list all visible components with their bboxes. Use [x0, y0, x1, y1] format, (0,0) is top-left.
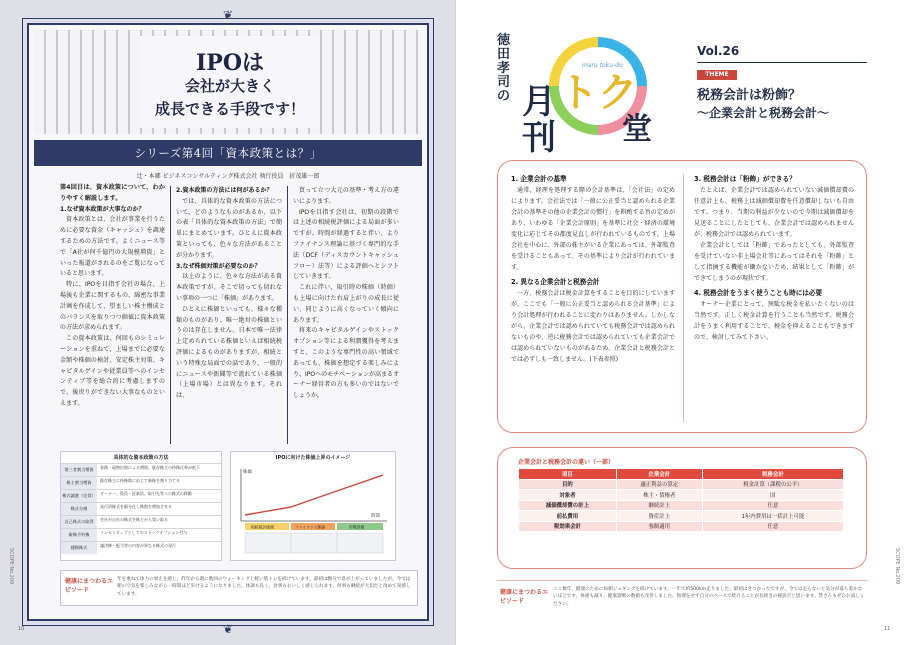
paragraph: 特に、IPOを目指す会社の場合、上場後も企業に関するもの、綿密な事業計画を作成して、望ましい株主構成とのバランスを取りつつ価値に資本政策の方法が求められます。 [60, 281, 165, 332]
paragraph: オーナー企業にとって、無駄な税金を払いたくないのは当然です。正しく税金計算を行うことも当然です。税務会計をうまく利用することで、税金を抑えることもできますので、検討してみて下さい。 [694, 301, 854, 341]
figure-row-key: 株式譲渡（売買） [61, 490, 97, 502]
table-row [519, 511, 844, 522]
table-cell: 適正利益の算定 [616, 479, 702, 490]
figure-row-value: オーナー、役員・従業員、取引先等への株式の移動 [100, 491, 192, 496]
figure-row-value: 金銭・現物出資による増資。既存株主の持株比率が低下 [100, 465, 200, 470]
side-magazine-label: SCOPE No.209 [8, 548, 14, 585]
table-row [519, 479, 844, 490]
table-header-cell: 企業会計 [616, 469, 702, 480]
table-cell: 税金計算（課税の公平） [702, 479, 843, 490]
comparison-table [518, 468, 844, 532]
hero-title-line1: IPOは [196, 50, 264, 76]
figure-capital-policy-table [60, 451, 222, 561]
theme-tag-badge: THEME [697, 70, 737, 80]
figure-row-key: 株主割当増資 [61, 477, 97, 489]
episode-label: 健康にまつわるエピソード [500, 589, 549, 605]
figure-row-value: 議決権・配当等の内容が異なる株式の発行 [100, 543, 176, 548]
logo-roman-text: maru toku-do [582, 62, 623, 69]
paragraph: 通常、経理を処理する際の会計基準は、「会社法」の定めによります。会社法では「一般に公正妥当と認められる企業会計の基準その他の企業会計の慣行」を斟酌する旨の定めがあり、いわゆる「企業会計原則」を基準に社会・経済の環境変化に応じてその都度見直しが行われているものです。上場会社を中心に、外部の株主がいる企業にあっては、外部監査を受けることもあって、その基準により会計が行われています。 [511, 187, 675, 271]
table-cell: 減価償却費の計上 [519, 500, 617, 511]
paragraph: 資本政策とは、会社が事業を行うために必要な資金（キャッシュ）を調達するための方法です。よくニュース等で「A社が何千億円の大規模増資」といった報道がされるのをご覧になっていると思います。 [60, 216, 165, 278]
episode-text: 年を重ねて体力の衰えを感じ、昨年から週に数回のウォーキングと軽い筋トレを続けています。最初は数分で息が上がっていましたが、今では朝の空気を楽しみながら一時間ほど歩けるようになりました。体調も良く、食事もおいしく感じられます。何事も継続が大切だと改めて実感しています。 [117, 577, 411, 597]
logo-char-getsu: 月 [522, 82, 556, 122]
figure-row-key: 自己株式の取得 [61, 516, 97, 528]
ornament-top-icon: ❦ [222, 8, 234, 22]
table-cell: 株主・債権者 [616, 490, 702, 501]
section-heading-1: 1. 企業会計の基準 [511, 175, 567, 183]
figure-row [61, 541, 221, 554]
paragraph: 企業会計としては「粉飾」であったとしても、外部監査を受けていない非上場会社等にあってはそれを「粉飾」として指摘する機能が働かないため、結果として「粉飾」ができてしまうのが現状です。 [694, 242, 854, 282]
theme-subtitle: 〜企業会計と税務会計〜 [697, 106, 830, 120]
table-row [519, 490, 844, 501]
paragraph: この資本政策は、何回ものシミュレーションを重ねて、上場までに必要な金額や株価の検討、安定株主対策、キャピタルゲインや従業員等へのインセンティブ等を総合的に考慮しますので、後戻りができない大事なものといえます。 [60, 335, 165, 407]
table-header-cell: 項目 [519, 469, 617, 480]
figure-row-value: インセンティブとしてのストックオプション付与 [100, 530, 188, 535]
figure-caption: 具体的な資本政策の方法 [113, 455, 169, 461]
table-cell: 継続計上 [616, 500, 702, 511]
page-number-right: 11 [884, 626, 891, 632]
article-lead: 第4回目は、資本政策について、わかりやすく解説します。 [60, 184, 165, 202]
stage-label-1: 相続税評価額 [251, 524, 274, 530]
figure-row-key: 新株予約権 [61, 529, 97, 541]
logo-char-kan: 刊 [522, 118, 556, 158]
figure-row [61, 528, 221, 541]
section-heading-2: 2. 異なる企業会計と税務会計 [511, 278, 600, 286]
paragraph: これに伴い、取引時の株価（時価）も上場に向けた右肩上がりの成長に従い、同じように高くなっていく傾向にあります。 [293, 284, 399, 324]
section-heading-1: 1.なぜ資本政策が大事なのか？ [60, 205, 145, 213]
table-header-cell: 税務会計 [702, 469, 843, 480]
table-cell: 国 [702, 490, 843, 501]
figure-row-value: 会社が自社の株式を株主から買い取る [100, 517, 168, 522]
section-heading-3: 3.なぜ株価対策が必要なのか？ [176, 262, 261, 270]
section-heading-3: 3. 税務会計は「粉飾」ができる？ [694, 175, 796, 183]
chart-x-label: 時間 [371, 514, 380, 519]
episode-text: ここ数年、健康のために毎朝ジョギングを続けています。一年で約500km走りました。最初はきつかったですが、今では走らないと気分が落ち着かないほどです。体重も減り、健康診断の数値も改善しました。無理をせず自分のペースで続けることが長続きの秘訣だと思います。皆さんもぜひお試しください。 [553, 587, 865, 607]
volume-rule [697, 62, 867, 63]
figure-row [61, 476, 221, 489]
logo-char-do: 堂 [622, 112, 652, 147]
figure-row-value: 発行済株式を細分化し株数を増加させる [100, 504, 172, 509]
theme-title: 税務会計は粉飾？ [697, 88, 802, 103]
chart-y-label: 株価 [243, 470, 252, 475]
figure-row-key: 第三者割当増資 [61, 464, 97, 476]
logo-ring-text: トク [558, 70, 638, 116]
volume-number: Vol.26 [697, 44, 740, 58]
series-title-band: シリーズ第4回「資本政策とは？」 [34, 140, 422, 166]
table-cell: 資産計上 [616, 511, 702, 522]
figure-row [61, 502, 221, 515]
figure-caption: IPOに向けた株価上昇のイメージ [275, 455, 351, 461]
table-cell: 目的 [519, 479, 617, 490]
table-header-row [519, 469, 844, 480]
paragraph: IPOを目指す会社は、初期の段階では上述の相続税評価による局面が多いですが、時間が経過すると伴い、よりファイナンス理論に基づく専門的な手法（DCF（ディスカウントキャッシュフロー）法等）による評価へとシフトしていきます。 [293, 208, 399, 281]
table-row [519, 500, 844, 511]
table-row [519, 521, 844, 532]
episode-label: 健康にまつわるエピソード [65, 578, 114, 594]
chart-note-table [245, 533, 383, 553]
logo-author-name: 徳田孝司の [497, 33, 511, 104]
table-cell: 税効果会計 [519, 521, 617, 532]
figure-row-key: 種類株式 [61, 542, 97, 554]
price-trend-line [245, 475, 383, 515]
comparison-table-title: 企業会計と税務会計の違い（一部） [518, 459, 615, 466]
section-heading-4: 4. 税務会計をうまく使うことも時には必要 [694, 289, 823, 297]
figure-stock-price-chart [230, 451, 396, 561]
table-cell: 任意 [702, 521, 843, 532]
right-article-column-2 [694, 170, 854, 343]
article-author: 辻・本郷 ビジネスコンサルティング株式会社 執行役員 折茂雄一郎 [136, 173, 320, 180]
column-divider [287, 186, 288, 444]
paragraph: 買って立つ大元の基準・考え方の違いによります。 [293, 187, 399, 205]
hero-title-line2: 会社が大きく [184, 77, 275, 95]
figure-row-value: 既存株主に持株数に応じて新株を割り当てる [100, 478, 180, 483]
stage-label-3: 市場評価 [349, 524, 365, 530]
table-cell: 1年内費用は一括計上可能 [702, 511, 843, 522]
figure-row-key: 株式分割 [61, 503, 97, 515]
paragraph: 将来のキャピタルゲインやストックオプション等による利潤獲得を考えますと、このような専門性の高い領域であっても、株価を想定する楽しみにより、IPOへのモチベーションが高まるオーナー経営者の方も多いのではないでしょうか。 [293, 327, 399, 400]
article-column-1 [60, 183, 165, 410]
column-divider [170, 186, 171, 444]
ornament-bottom-icon: ❦ [222, 622, 234, 636]
paragraph: たとえば、企業会計では認められていない減価償却費の任意計上も、税務上は減価償却費を任意償却しないも自由です。つまり、当期の利益が少ないので今期は減価償却を見送ることにしたとしても、企業会計では認められませんが、税務会計では認められています。 [694, 187, 854, 238]
section-heading-2: 2.資本政策の方法には何があるか？ [176, 187, 273, 194]
stock-price-svg [231, 463, 395, 557]
column-divider [683, 174, 684, 422]
table-cell: 任意 [702, 500, 843, 511]
table-cell: 対象者 [519, 490, 617, 501]
stage-label-2: ファイナンス理論 [295, 524, 325, 530]
table-cell: 強制適用 [616, 521, 702, 532]
episode-box-left [60, 570, 418, 606]
article-column-3 [293, 186, 399, 402]
paragraph: 一方、税務会計は税金計算をすることを目的にしていますが、ここでも「一般に公正妥当と認められる会計基準」により会計処理が行われることに変わりはありません。しかしながら、企業会計では認められていても税務会計では認められないものや、逆に税務会計では認められていても企業会計では認められていないものがあるため、企業会計と税務会計とでは必ずしも一致しません。(下表参照) [511, 290, 675, 363]
hero-title-line3: 成長できる手段です！ [154, 100, 305, 118]
side-magazine-label: SCOPE No.209 [894, 548, 900, 585]
paragraph: では、具体的な資本政策の方法について、どのようなものがあるか、以下の表「具体的な資本政策の方法」で簡単にまとめています。ひとえに資本政策といっても、色々な方法があることが分かります。 [176, 197, 282, 259]
paragraph: 以上のように、色々な方法がある資本政策ですが、そこで切っても切れない事項の一つに「株価」があります。 [176, 273, 282, 302]
page-number-left: 10 [18, 626, 25, 632]
figure-row [61, 515, 221, 528]
paragraph: ひとえに株価といっても、様々な種類のものがあり、唯一絶対の株価というのは存在しません。日本で唯一法律上定められている株価といえば相続税評価によるものがありますが、相続という特殊な局面での話であり、一般的にニュースや新聞等で流れている株価（上場市場）とは異なります。それは、 [176, 305, 282, 400]
figure-row [61, 489, 221, 502]
right-article-column-1 [511, 170, 675, 365]
figure-row [61, 463, 221, 476]
article-column-2 [176, 186, 282, 402]
table-cell: 前払費用 [519, 511, 617, 522]
